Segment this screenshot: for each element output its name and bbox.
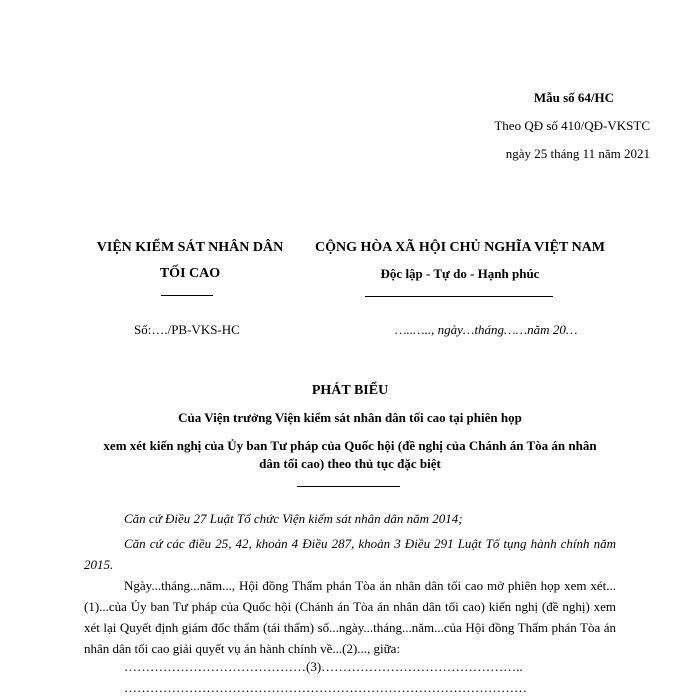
party-placeholder-line: ……………………………………(3)……………………………………….. — [124, 659, 523, 674]
legal-basis-1: Căn cứ Điều 27 Luật Tổ chức Viện kiểm sát nhân dân năm 2014; — [124, 511, 463, 526]
title-line1: Của Viện trưởng Viện kiểm sát nhân dân tối cao tại phiên họp — [178, 410, 522, 425]
decision-reference: Theo QĐ số 410/QĐ-VKSTC — [494, 118, 650, 133]
blank-line: ………………………………………………………………………………… — [124, 680, 527, 695]
place-date: …..….., ngày…tháng……năm 20… — [395, 322, 578, 337]
document-number: Số:…./PB-VKS-HC — [134, 322, 240, 337]
agency-name-line1: VIỆN KIỂM SÁT NHÂN DÂN — [96, 240, 284, 255]
legal-basis-2: Căn cứ các điều 25, 42, khoản 4 Điều 287, khoản 3 Điều 291 Luật Tố tụng hành chính năm 2015. — [84, 536, 616, 572]
form-number: Mẫu số 64/HC — [533, 90, 614, 105]
body-paragraph: Ngày...tháng...năm..., Hội đồng Thẩm phán Tòa án nhân dân tối cao mở phiên họp xem xét...(1)...của Ủy ban Tư pháp của Quốc hội (Chánh án Tòa án nhân dân tối cao) kiến nghị (đề nghị) xem xét lại Quyết định giám đốc thẩm (tái thẩm) số...ngày...tháng...năm...của Hội đồng Thẩm phán Tòa án nhân dân tối cao giải quyết vụ án hành chính về...(2)..., giữa: — [84, 578, 616, 656]
title-line2: xem xét kiến nghị của Ủy ban Tư pháp của Quốc hội (đề nghị của Chánh án Tòa án nhân — [103, 438, 597, 453]
agency-underline — [161, 295, 213, 296]
document-title: PHÁT BIỂU — [311, 383, 389, 398]
agency-name-line2: TỐI CAO — [159, 266, 221, 281]
title-underline — [297, 486, 400, 487]
motto-underline — [365, 296, 553, 297]
nation-motto: Độc lập - Tự do - Hạnh phúc — [380, 266, 540, 281]
nation-title: CỘNG HÒA XÃ HỘI CHỦ NGHĨA VIỆT NAM — [314, 240, 605, 255]
decision-date: ngày 25 tháng 11 năm 2021 — [505, 146, 650, 161]
title-line3: dân tối cao) theo thủ tục đặc biệt — [259, 456, 441, 471]
